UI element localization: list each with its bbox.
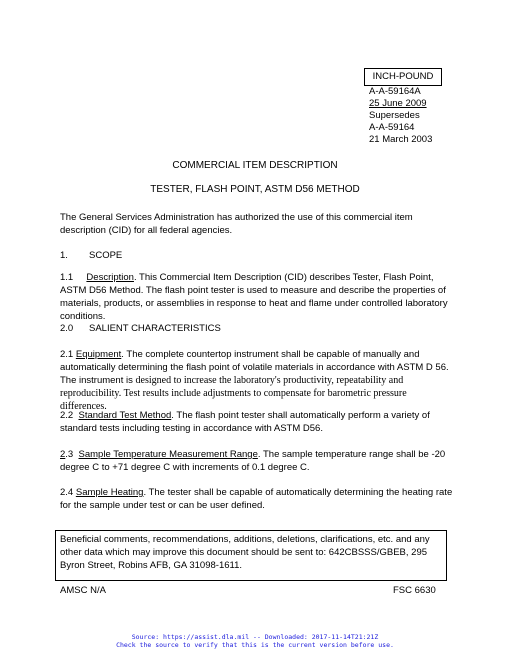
- paragraph-1-1-number: 1.1: [60, 272, 74, 283]
- paragraph-2-1-term: Equipment: [75, 349, 122, 360]
- paragraph-2-4-text: . The tester shall be capable of automatically determining the heating rate for the sample under test or can be user defined.: [60, 487, 453, 511]
- fsc-label: FSC 6630: [393, 585, 436, 596]
- paragraph-2-4: [60, 486, 455, 512]
- paragraph-2-3-number-major: 2: [60, 449, 66, 460]
- paragraph-2-2-term: Standard Test Method: [78, 410, 172, 421]
- source-line-2: Check the source to verify that this is the current version before use.: [116, 641, 394, 649]
- inch-pound-label: INCH-POUND: [364, 68, 442, 86]
- supersedes-label: Supersedes: [369, 110, 420, 121]
- document-id: A-A-59164A: [369, 86, 421, 97]
- paragraph-1-1-text: . This Commercial Item Description (CID) describes Tester, Flash Point, ASTM D56 Method. The flash point tester is used to measure and describe the properties of materials, products, or assemblies in response to heat and flame under controlled laboratory conditions.: [60, 272, 448, 322]
- document-date: 25 June 2009: [369, 98, 427, 109]
- paragraph-2-1: [60, 348, 455, 413]
- paragraph-2-2-number: 2.2: [60, 410, 74, 421]
- paragraph-2-1-text-continued: designed to increase the laboratory's productivity, repeatability and reproducibility. Test results include adjustments to compensate for barometric pressure differences.: [60, 375, 407, 412]
- paragraph-2-3-number-minor: .3: [65, 449, 74, 460]
- comments-box: Beneficial comments, recommendations, additions, deletions, clarifications, etc. and any other data which may improve this document should be sent to: 642CBSSS/GBEB, 295 Byron Street, Robins AFB, GA 31098-1611.: [55, 530, 447, 581]
- amsc-label: AMSC N/A: [60, 585, 106, 596]
- section-2-heading: SALIENT CHARACTERISTICS: [89, 323, 221, 334]
- paragraph-1-1: [60, 271, 455, 323]
- paragraph-2-1-number: 2.1: [60, 349, 74, 360]
- paragraph-2-4-number: 2.4: [60, 487, 74, 498]
- paragraph-2-3: [60, 448, 455, 474]
- source-line-1: Source: https://assist.dla.mil -- Downloaded: 2017-11-14T21:21Z: [131, 633, 379, 641]
- intro-paragraph: The General Services Administration has authorized the use of this commercial item description (CID) for all federal agencies.: [60, 212, 413, 236]
- paragraph-2-2: [60, 409, 455, 435]
- paragraph-2-1-text: . The complete countertop instrument shall be capable of manually and automatically determining the flash point of volatile materials in accordance with ASTM D 56. The instrument is: [60, 349, 449, 386]
- paragraph-2-2-text: . The flash point tester shall automatically perform a variety of standard tests including testing in accordance with ASTM D56.: [60, 410, 430, 434]
- superseded-document-date: 21 March 2003: [369, 134, 433, 145]
- document-subtitle: TESTER, FLASH POINT, ASTM D56 METHOD: [150, 184, 360, 195]
- section-1-number: 1.: [60, 250, 68, 261]
- paragraph-2-3-text: . The sample temperature range shall be -20 degree C to +71 degree C with increments of 0.1 degree C.: [60, 449, 446, 473]
- section-1-heading: SCOPE: [89, 250, 123, 261]
- paragraph-2-3-term: Sample Temperature Measurement Range: [78, 449, 258, 460]
- superseded-document-id: A-A-59164: [369, 122, 415, 133]
- paragraph-1-1-term: Description: [86, 272, 134, 283]
- section-2-number: 2.0: [60, 323, 74, 334]
- paragraph-2-4-term: Sample Heating: [75, 487, 144, 498]
- document-title: COMMERCIAL ITEM DESCRIPTION: [172, 160, 338, 171]
